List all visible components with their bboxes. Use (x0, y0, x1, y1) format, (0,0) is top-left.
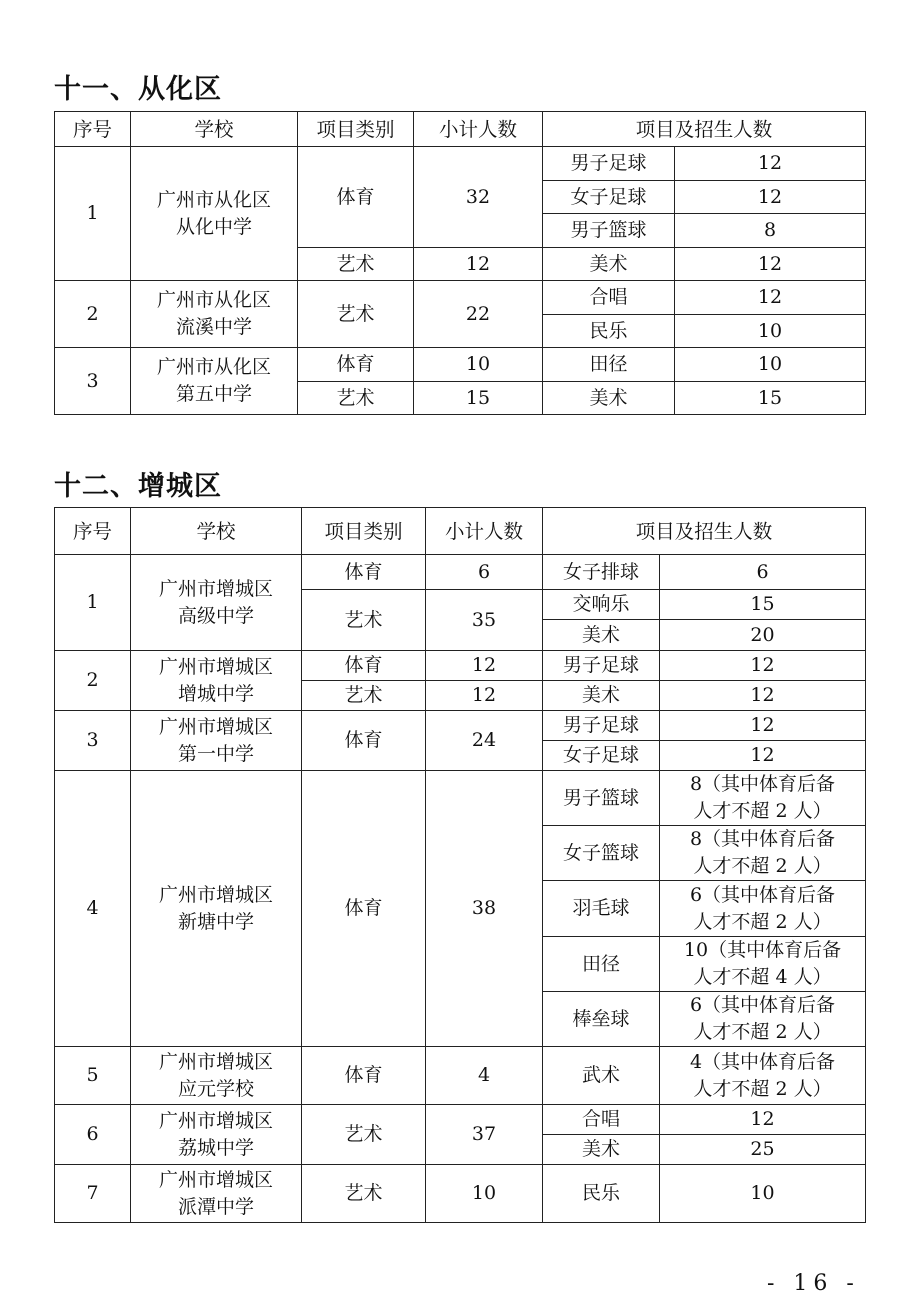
enrollment-count-text: 15 (750, 593, 775, 615)
col-header-school (131, 508, 302, 555)
subtotal-cell-text: 6 (477, 560, 491, 583)
row-number (55, 147, 131, 281)
category-cell-text: 体育 (344, 897, 383, 919)
row-number-text: 1 (86, 202, 99, 224)
enrollment-count (675, 181, 866, 214)
program-name-text: 美术 (589, 386, 628, 409)
program-name-text: 女子排球 (562, 560, 639, 583)
program-name-text: 男子足球 (562, 654, 639, 676)
enrollment-count-text: 8（其中体育后备 (689, 773, 836, 795)
school-name-text: 广州市增城区 (158, 1050, 273, 1073)
program-name-text: 女子足球 (570, 185, 647, 208)
program-name (543, 382, 675, 415)
category-cell-text: 艺术 (336, 302, 375, 325)
program-name (543, 348, 675, 382)
category-cell (302, 1105, 426, 1165)
school-name-text: 广州市增城区 (158, 883, 273, 906)
category-cell-text: 艺术 (344, 1182, 383, 1204)
program-name (543, 1105, 660, 1135)
enrollment-count (675, 382, 866, 415)
category-cell-text: 体育 (344, 1064, 383, 1086)
subtotal-cell-text: 24 (471, 729, 497, 751)
enrollment-count (660, 937, 866, 992)
subtotal-cell (426, 1105, 543, 1165)
category-cell-text: 体育 (344, 729, 383, 751)
school-name-text: 广州市从化区 (156, 289, 271, 311)
row-number (55, 711, 131, 771)
enrollment-count (675, 281, 866, 315)
row-number (55, 348, 131, 415)
subtotal-cell (426, 711, 543, 771)
zengcheng-enrollment-table (54, 507, 866, 1223)
category-cell-text: 艺术 (336, 252, 375, 275)
category-cell-text: 体育 (336, 353, 375, 375)
enrollment-count-text: 12 (757, 152, 783, 174)
subtotal-cell-text: 12 (471, 654, 497, 676)
program-name (543, 881, 660, 937)
program-name (543, 681, 660, 711)
subtotal-cell-text: 22 (465, 302, 491, 325)
enrollment-count-text: 人才不超 2 人） (693, 855, 832, 877)
row-number (55, 555, 131, 651)
col-header-items (543, 112, 866, 147)
school-name (131, 711, 302, 771)
table-row (55, 147, 866, 181)
subtotal-cell-text: 12 (465, 252, 491, 275)
school-name-text: 广州市增城区 (158, 655, 273, 678)
subtotal-cell (414, 248, 543, 281)
enrollment-count (660, 681, 866, 711)
school-name-text: 增城中学 (177, 682, 254, 705)
col-header-no (55, 112, 131, 147)
enrollment-count-text: 10（其中体育后备 (683, 939, 842, 961)
program-name-text: 女子篮球 (562, 841, 639, 864)
subtotal-cell-text: 32 (465, 185, 491, 208)
col-header-items-text: 项目及招生人数 (635, 117, 773, 141)
enrollment-count (660, 620, 866, 651)
enrollment-count-text: 12 (750, 1108, 775, 1130)
subtotal-cell-text: 35 (471, 608, 497, 631)
table-row (55, 651, 866, 681)
table-row (55, 348, 866, 382)
enrollment-count-text: 人才不超 2 人） (693, 800, 832, 822)
section-heading-zengcheng: 十二、增城区 (54, 471, 222, 502)
program-name-text: 民乐 (581, 1182, 620, 1204)
enrollment-count-text: 20 (750, 623, 775, 646)
enrollment-count (660, 651, 866, 681)
section-heading-conghua: 十一、从化区 (54, 74, 222, 105)
enrollment-count-text: 4（其中体育后备 (689, 1050, 836, 1073)
program-name (543, 147, 675, 181)
row-number-text: 2 (86, 302, 99, 325)
school-name-text: 新塘中学 (177, 910, 254, 933)
category-cell (298, 281, 414, 348)
col-header-category-text: 项目类别 (324, 519, 403, 543)
page-number: - 16 - (767, 1271, 860, 1296)
enrollment-count (660, 881, 866, 937)
col-header-no-text: 序号 (72, 117, 112, 141)
category-cell (302, 1165, 426, 1223)
category-cell (302, 555, 426, 590)
school-name (131, 348, 298, 415)
col-header-items (543, 508, 866, 555)
subtotal-cell (426, 590, 543, 651)
enrollment-count (660, 992, 866, 1047)
enrollment-count-text: 12 (757, 286, 783, 308)
header-row (55, 112, 866, 147)
school-name-text: 高级中学 (177, 604, 254, 627)
table-row (55, 1165, 866, 1223)
enrollment-count-text: 12 (750, 654, 775, 676)
subtotal-cell-text: 37 (471, 1123, 497, 1145)
school-name (131, 555, 302, 651)
enrollment-count (660, 771, 866, 826)
col-header-category-text: 项目类别 (316, 117, 395, 141)
subtotal-cell (426, 1165, 543, 1223)
enrollment-count (675, 214, 866, 248)
school-name-text: 广州市增城区 (158, 715, 273, 738)
enrollment-count (675, 348, 866, 382)
category-cell-text: 艺术 (344, 684, 383, 706)
program-name (543, 555, 660, 590)
subtotal-cell (426, 651, 543, 681)
enrollment-count-text: 8（其中体育后备 (689, 828, 836, 850)
enrollment-count-text: 8 (763, 219, 777, 241)
school-name (131, 771, 302, 1047)
program-name-text: 男子足球 (562, 714, 639, 736)
program-name-text: 田径 (589, 353, 628, 375)
program-name-text: 民乐 (589, 319, 628, 342)
school-name-text: 派潭中学 (177, 1195, 254, 1218)
enrollment-count-text: 12 (750, 744, 775, 766)
category-cell (302, 711, 426, 771)
enrollment-count-text: 10 (757, 319, 783, 342)
subtotal-cell-text: 10 (471, 1182, 497, 1204)
category-cell (298, 147, 414, 248)
school-name-text: 从化中学 (175, 215, 252, 238)
program-name (543, 181, 675, 214)
enrollment-count (660, 826, 866, 881)
enrollment-count-text: 10 (750, 1182, 775, 1204)
school-name (131, 1105, 302, 1165)
category-cell (302, 590, 426, 651)
program-name-text: 女子足球 (562, 744, 639, 766)
enrollment-count (660, 741, 866, 771)
category-cell-text: 艺术 (336, 386, 375, 409)
category-cell-text: 体育 (344, 560, 383, 583)
table-row (55, 281, 866, 315)
program-name (543, 214, 675, 248)
subtotal-cell (426, 681, 543, 711)
enrollment-count (660, 1165, 866, 1223)
col-header-no-text: 序号 (72, 519, 112, 543)
school-name-text: 应元学校 (177, 1077, 254, 1100)
program-name-text: 美术 (581, 684, 620, 706)
school-name-text: 第五中学 (175, 383, 252, 405)
category-cell (302, 1047, 426, 1105)
subtotal-cell (414, 382, 543, 415)
subtotal-cell (426, 1047, 543, 1105)
category-cell-text: 艺术 (344, 608, 383, 631)
enrollment-count (660, 1047, 866, 1105)
table-row (55, 1105, 866, 1135)
category-cell-text: 体育 (336, 185, 375, 208)
row-number (55, 1165, 131, 1223)
category-cell (302, 771, 426, 1047)
col-header-items-text: 项目及招生人数 (635, 519, 773, 543)
school-name-text: 流溪中学 (175, 316, 252, 338)
school-name-text: 广州市从化区 (156, 188, 271, 211)
subtotal-cell-text: 12 (471, 684, 497, 706)
enrollment-count (660, 1105, 866, 1135)
enrollment-count (675, 315, 866, 348)
category-cell (298, 348, 414, 382)
row-number-text: 2 (86, 669, 99, 691)
enrollment-count (660, 711, 866, 741)
enrollment-count-text: 12 (750, 684, 775, 706)
program-name (543, 590, 660, 620)
category-cell-text: 艺术 (344, 1123, 383, 1145)
row-number (55, 1047, 131, 1105)
school-name (131, 651, 302, 711)
program-name (543, 711, 660, 741)
enrollment-count-text: 15 (757, 386, 783, 409)
school-name (131, 281, 298, 348)
program-name-text: 合唱 (589, 286, 628, 308)
col-header-category (298, 112, 414, 147)
row-number-text: 5 (86, 1064, 99, 1086)
program-name-text: 美术 (581, 1138, 620, 1160)
program-name-text: 美术 (589, 252, 628, 275)
enrollment-count (660, 590, 866, 620)
table-row (55, 555, 866, 590)
row-number (55, 651, 131, 711)
program-name (543, 1047, 660, 1105)
row-number-text: 3 (86, 729, 99, 751)
enrollment-count (675, 147, 866, 181)
subtotal-cell (426, 555, 543, 590)
school-name-text: 广州市从化区 (156, 356, 271, 378)
subtotal-cell-text: 15 (465, 386, 491, 409)
program-name-text: 合唱 (581, 1108, 620, 1130)
row-number-text: 1 (86, 591, 99, 613)
col-header-no (55, 508, 131, 555)
col-header-subtotal (426, 508, 543, 555)
program-name (543, 281, 675, 315)
subtotal-cell (414, 147, 543, 248)
program-name-text: 武术 (581, 1064, 620, 1086)
row-number-text: 7 (86, 1182, 99, 1204)
enrollment-count-text: 6（其中体育后备 (689, 994, 836, 1016)
col-header-category (302, 508, 426, 555)
program-name (543, 937, 660, 992)
table-row (55, 711, 866, 741)
program-name-text: 棒垒球 (572, 1007, 630, 1030)
program-name (543, 826, 660, 881)
subtotal-cell (426, 771, 543, 1047)
category-cell (302, 651, 426, 681)
enrollment-count-text: 12 (757, 185, 783, 208)
program-name (543, 315, 675, 348)
school-name-text: 广州市增城区 (158, 577, 273, 600)
program-name-text: 男子足球 (570, 152, 647, 174)
program-name-text: 交响乐 (572, 593, 630, 615)
program-name-text: 羽毛球 (572, 897, 630, 919)
program-name (543, 620, 660, 651)
row-number-text: 3 (86, 369, 99, 392)
table-row (55, 1047, 866, 1105)
col-header-subtotal-text: 小计人数 (438, 117, 517, 141)
program-name-text: 田径 (581, 952, 620, 975)
school-name-text: 广州市增城区 (158, 1168, 273, 1191)
program-name (543, 992, 660, 1047)
program-name (543, 1165, 660, 1223)
row-number (55, 1105, 131, 1165)
program-name-text: 美术 (581, 623, 620, 646)
row-number (55, 281, 131, 348)
subtotal-cell-text: 38 (471, 897, 497, 919)
category-cell (298, 248, 414, 281)
enrollment-count-text: 12 (750, 714, 775, 736)
col-header-subtotal-text: 小计人数 (444, 519, 523, 543)
col-header-school (131, 112, 298, 147)
row-number-text: 4 (86, 897, 99, 919)
col-header-school-text: 学校 (196, 519, 236, 543)
row-number-text: 6 (86, 1123, 99, 1145)
enrollment-count-text: 6（其中体育后备 (689, 883, 836, 906)
program-name (543, 741, 660, 771)
enrollment-count-text: 12 (757, 252, 783, 275)
category-cell (298, 382, 414, 415)
enrollment-count-text: 人才不超 2 人） (693, 1077, 832, 1100)
subtotal-cell-text: 10 (465, 353, 491, 375)
subtotal-cell-text: 4 (477, 1064, 491, 1086)
col-header-subtotal (414, 112, 543, 147)
program-name (543, 248, 675, 281)
enrollment-count (660, 1135, 866, 1165)
enrollment-count-text: 人才不超 2 人） (693, 1021, 832, 1043)
school-name (131, 1165, 302, 1223)
enrollment-count-text: 10 (757, 353, 783, 375)
enrollment-count-text: 人才不超 4 人） (693, 966, 832, 988)
school-name-text: 荔城中学 (177, 1136, 254, 1159)
enrollment-count (675, 248, 866, 281)
program-name (543, 1135, 660, 1165)
school-name-text: 第一中学 (177, 742, 254, 765)
subtotal-cell (414, 348, 543, 382)
enrollment-count-text: 25 (750, 1138, 775, 1160)
category-cell (302, 681, 426, 711)
program-name (543, 771, 660, 826)
header-row (55, 508, 866, 555)
school-name-text: 广州市增城区 (158, 1109, 273, 1132)
conghua-enrollment-table (54, 111, 866, 415)
program-name-text: 男子篮球 (570, 219, 647, 241)
col-header-school-text: 学校 (194, 117, 234, 141)
table-row (55, 771, 866, 826)
program-name-text: 男子篮球 (562, 786, 639, 809)
row-number (55, 771, 131, 1047)
school-name (131, 147, 298, 281)
subtotal-cell (414, 281, 543, 348)
category-cell-text: 体育 (344, 654, 383, 676)
enrollment-count-text: 人才不超 2 人） (693, 910, 832, 933)
school-name (131, 1047, 302, 1105)
enrollment-count-text: 6 (756, 560, 769, 583)
program-name (543, 651, 660, 681)
enrollment-count (660, 555, 866, 590)
